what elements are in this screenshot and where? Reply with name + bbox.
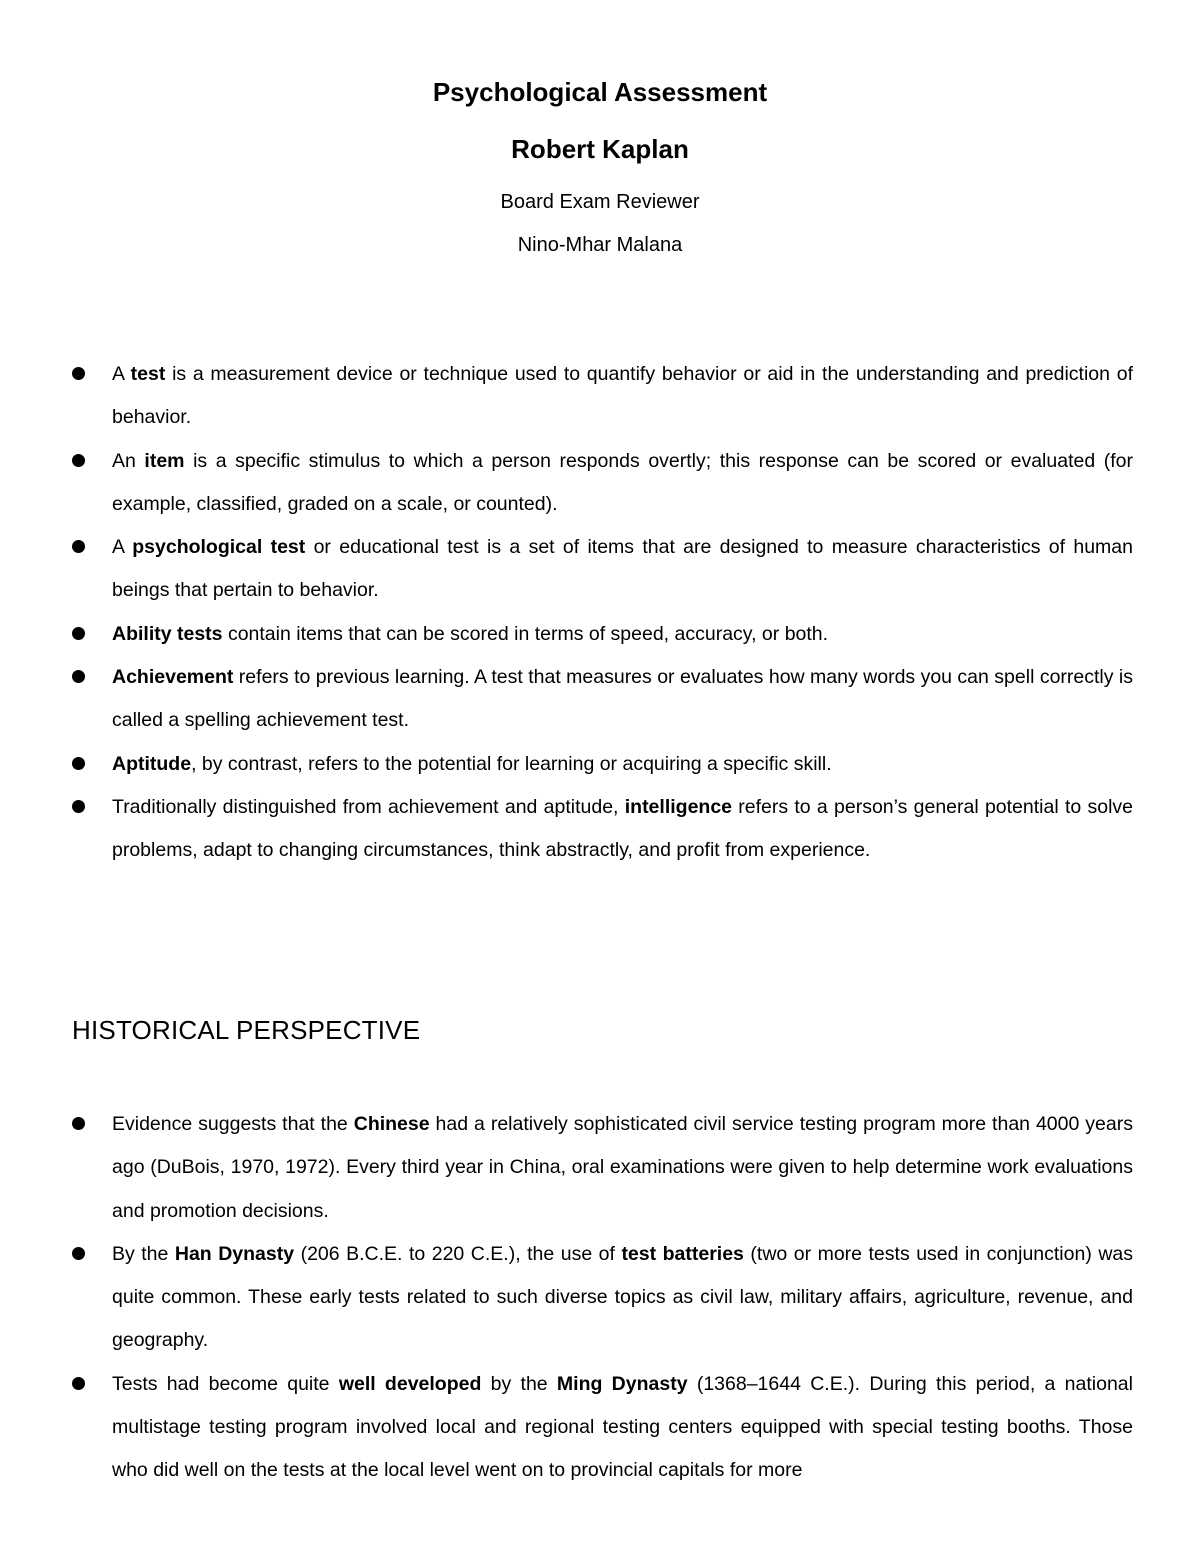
- bullet-icon: [72, 454, 85, 467]
- emphasized-term: well developed: [338, 1372, 482, 1395]
- document-title: Psychological Assessment: [432, 77, 768, 107]
- document-subtitle: Board Exam Reviewer: [500, 191, 700, 213]
- defined-term: psychological test: [132, 536, 306, 559]
- bullet-icon: [72, 367, 85, 380]
- bullet-icon: [72, 1117, 85, 1130]
- definitions-list: [0, 353, 1200, 873]
- section-heading-historical-perspective: HISTORICAL PERSPECTIVE: [72, 1015, 421, 1045]
- defined-term: Achievement: [112, 666, 234, 689]
- defined-term: Ability tests: [112, 622, 223, 645]
- bullet-icon: [72, 800, 85, 813]
- list-item: A psychological test or educational test is a set of items that are designed to measure characteristics of human beings that pertain to behavior.: [0, 526, 1200, 613]
- defined-term: test: [130, 363, 166, 385]
- emphasized-term: Ming Dynasty: [556, 1372, 688, 1395]
- emphasized-term: Han Dynasty: [174, 1242, 295, 1265]
- list-item: By the Han Dynasty (206 B.C.E. to 220 C.E.), the use of test batteries (two or more tests used in conjunction) was quite common. These early tests related to such diverse topics as civil law, military affairs, agriculture, revenue, and geography.: [0, 1233, 1200, 1363]
- bullet-icon: [72, 1247, 85, 1260]
- list-item: An item is a specific stimulus to which a person responds overtly; this response can be scored or evaluated (for example, classified, graded on a scale, or counted).: [0, 440, 1200, 527]
- list-item: Tests had become quite well developed by the Ming Dynasty (1368–1644 C.E.). During this period, a national multistage testing program involved local and regional testing centers equipped with special testing booths. Those who did well on the tests at the local level went on to provincial capitals for more: [0, 1363, 1200, 1493]
- bullet-icon: [72, 757, 85, 770]
- bullet-icon: [72, 540, 85, 553]
- defined-term: item: [144, 449, 185, 472]
- defined-term: intelligence: [624, 795, 733, 818]
- list-item: Achievement refers to previous learning. A test that measures or evaluates how many words you can spell correctly is called a spelling achievement test.: [0, 656, 1200, 743]
- defined-term: Aptitude: [112, 752, 192, 775]
- document-reviewer: Nino-Mhar Malana: [517, 234, 683, 256]
- bullet-icon: [72, 670, 85, 683]
- bullet-icon: [72, 627, 85, 640]
- bullet-icon: [72, 1377, 85, 1390]
- list-item: Ability tests contain items that can be scored in terms of speed, accuracy, or both.: [0, 613, 1200, 656]
- list-item: Aptitude, by contrast, refers to the potential for learning or acquiring a specific skill.: [0, 743, 1200, 786]
- emphasized-term: Chinese: [353, 1113, 430, 1135]
- list-item: A test is a measurement device or technique used to quantify behavior or aid in the understanding and prediction of behavior.: [0, 353, 1200, 440]
- document-author: Robert Kaplan: [511, 134, 689, 164]
- list-item: Evidence suggests that the Chinese had a relatively sophisticated civil service testing program more than 4000 years ago (DuBois, 1970, 1972). Every third year in China, oral examinations were given to help determine work evaluations and promotion decisions.: [0, 1103, 1200, 1233]
- emphasized-term: test batteries: [621, 1242, 744, 1265]
- history-list: [0, 1103, 1200, 1493]
- list-item: Traditionally distinguished from achievement and aptitude, intelligence refers to a person’s general potential to solve problems, adapt to changing circumstances, think abstractly, and profit from experience.: [0, 786, 1200, 873]
